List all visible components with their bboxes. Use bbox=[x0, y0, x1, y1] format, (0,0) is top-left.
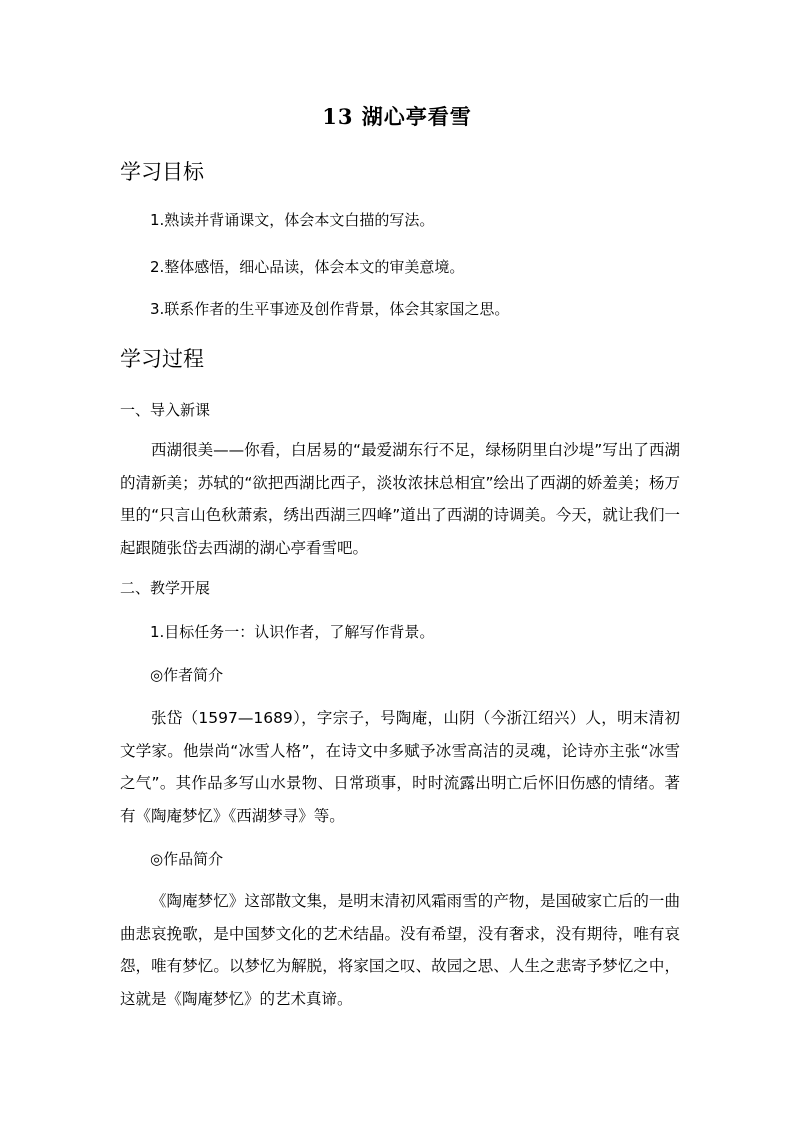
paragraph-author: 张岱（1597—1689），字宗子，号陶庵，山阴（今浙江绍兴）人，明末清初文学家。他崇尚“冰雪人格”，在诗文中多赋予冰雪高洁的灵魂，论诗亦主张“冰雪之气”。其作品多写山水景物、日常琐事，时时流露出明亡后怀旧伤感的情绪。著有《陶庵梦忆》《西湖梦寻》等。 bbox=[120, 709, 680, 825]
goal-item-1: 1.熟读并背诵课文，体会本文白描的写法。 bbox=[150, 211, 435, 229]
subheading-intro: 一、导入新课 bbox=[120, 401, 211, 419]
goal-item-3: 3.联系作者的生平事迹及创作背景，体会其家国之思。 bbox=[150, 300, 510, 318]
paragraph-work: 《陶庵梦忆》这部散文集，是明末清初风霜雨雪的产物，是国破家亡后的一曲曲悲哀挽歌，是中国梦文化的艺术结晶。没有希望，没有奢求，没有期待，唯有哀怨，唯有梦忆。以梦忆为解脱，将家国之叹、故园之思、人生之悲寄予梦忆之中，这就是《陶庵梦忆》的艺术真谛。 bbox=[120, 892, 680, 1008]
paragraph-intro: 西湖很美——你看，白居易的“最爱湖东行不足，绿杨阴里白沙堤”写出了西湖的清新美；苏轼的“欲把西湖比西子，淡妆浓抹总相宜”绘出了西湖的娇羞美；杨万里的“只言山色秋萧索，绣出西湖三四峰”道出了西湖的诗调美。今天，就让我们一起跟随张岱去西湖的湖心亭看雪吧。 bbox=[120, 441, 680, 557]
section-heading-goals: 学习目标 bbox=[120, 160, 204, 184]
subheading-teaching: 二、教学开展 bbox=[120, 579, 211, 597]
task-item-1: 1.目标任务一：认识作者，了解写作背景。 bbox=[150, 623, 435, 641]
section-heading-process: 学习过程 bbox=[120, 347, 204, 371]
subheading-work: ◎作品简介 bbox=[150, 850, 224, 868]
page-title: 13 湖心亭看雪 bbox=[322, 104, 472, 129]
goal-item-2: 2.整体感悟，细心品读，体会本文的审美意境。 bbox=[150, 258, 465, 276]
subheading-author: ◎作者简介 bbox=[150, 666, 224, 684]
